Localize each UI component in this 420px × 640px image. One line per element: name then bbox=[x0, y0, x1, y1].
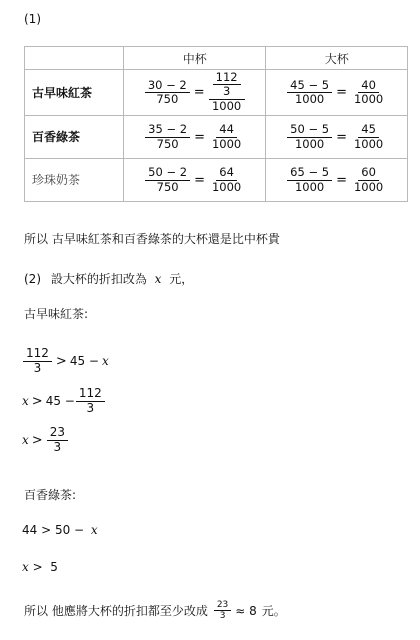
green-tea-heading: 百香綠茶: bbox=[24, 488, 77, 502]
price-comparison-table bbox=[24, 46, 408, 202]
row-label-passion-green-tea: 百香綠茶 bbox=[25, 115, 124, 158]
fraction: $\frac{45 - 5}{1000}$ bbox=[287, 79, 332, 106]
part-2-statement bbox=[24, 270, 193, 287]
fraction: $\frac{23}{3}$ bbox=[214, 600, 231, 622]
inequality-line-5: x > 5 bbox=[22, 560, 58, 574]
conclusion-1: 所以 古早味紅茶和百香綠茶的大杯還是比中杯貴 bbox=[24, 232, 280, 246]
fraction: $\frac{23}{3}$ bbox=[47, 426, 68, 455]
fraction: $\frac{65 - 5}{1000}$ bbox=[287, 166, 332, 193]
fraction: $\frac{35 - 2}{750}$ bbox=[145, 123, 190, 150]
table-header-empty bbox=[25, 47, 124, 70]
table-header-large: 大杯 bbox=[266, 47, 408, 70]
row-label-black-tea: 古早味紅茶 bbox=[25, 70, 124, 116]
fraction: $\frac{112}{3}$ bbox=[76, 387, 105, 416]
fraction: $\frac{50 - 5}{1000}$ bbox=[287, 123, 332, 150]
cell-medium-green-tea: $\frac{35 - 2}{750}$ = $\frac{44}{1000}$ bbox=[124, 115, 266, 158]
table-header-medium: 中杯 bbox=[124, 47, 266, 70]
table-header-row bbox=[25, 47, 408, 70]
variable-x: x bbox=[154, 272, 162, 286]
inequality-line-4: 44 > 50 − x bbox=[22, 523, 98, 537]
cell-medium-milk-tea: $\frac{50 - 2}{750}$ = $\frac{64}{1000}$ bbox=[124, 158, 266, 201]
fraction: $\frac{112}{3}$ bbox=[23, 347, 52, 376]
cell-large-green-tea: $\frac{50 - 5}{1000}$ = $\frac{45}{1000}$ bbox=[266, 115, 408, 158]
part-2-text: 設大杯的折扣改為 bbox=[50, 272, 147, 286]
fraction: $\frac{30 - 2}{750}$ bbox=[145, 79, 190, 106]
cell-large-black-tea: $\frac{45 - 5}{1000}$ = $\frac{40}{1000}$ bbox=[266, 70, 408, 116]
part-2-unit: 元， bbox=[169, 272, 194, 286]
inequality-line-2: x > 45 − $\frac{112}{3}$ bbox=[22, 387, 106, 416]
conclusion-2: 所以 他應將大杯的折扣都至少改成 $\frac{23}{3}$ ≈ 8 元。 bbox=[24, 600, 286, 622]
table-row bbox=[25, 115, 408, 158]
cell-medium-black-tea: $\frac{30 - 2}{750}$ = $\frac{\frac{112}{3}}{1000}$ bbox=[124, 70, 266, 116]
table-row bbox=[25, 70, 408, 116]
table-row bbox=[25, 158, 408, 201]
fraction: $\frac{40}{1000}$ bbox=[353, 78, 384, 107]
inequality-line-3: x > $\frac{23}{3}$ bbox=[22, 426, 69, 455]
part-1-label: (1) bbox=[24, 12, 41, 26]
fraction: $\frac{60}{1000}$ bbox=[353, 165, 384, 194]
fraction: $\frac{45}{1000}$ bbox=[353, 122, 384, 151]
nested-fraction: $\frac{\frac{112}{3}}{1000}$ bbox=[209, 71, 245, 114]
fraction: $\frac{50 - 2}{750}$ bbox=[145, 166, 190, 193]
row-label-pearl-milk-tea: 珍珠奶茶 bbox=[25, 158, 124, 201]
black-tea-heading: 古早味紅茶: bbox=[24, 307, 89, 321]
fraction: $\frac{44}{1000}$ bbox=[211, 122, 242, 151]
inequality-line-1: $\frac{112}{3}$ > 45 − x bbox=[22, 346, 109, 376]
fraction: $\frac{64}{1000}$ bbox=[211, 165, 242, 194]
part-2-label: (2) bbox=[24, 272, 41, 286]
cell-large-milk-tea: $\frac{65 - 5}{1000}$ = $\frac{60}{1000}$ bbox=[266, 158, 408, 201]
